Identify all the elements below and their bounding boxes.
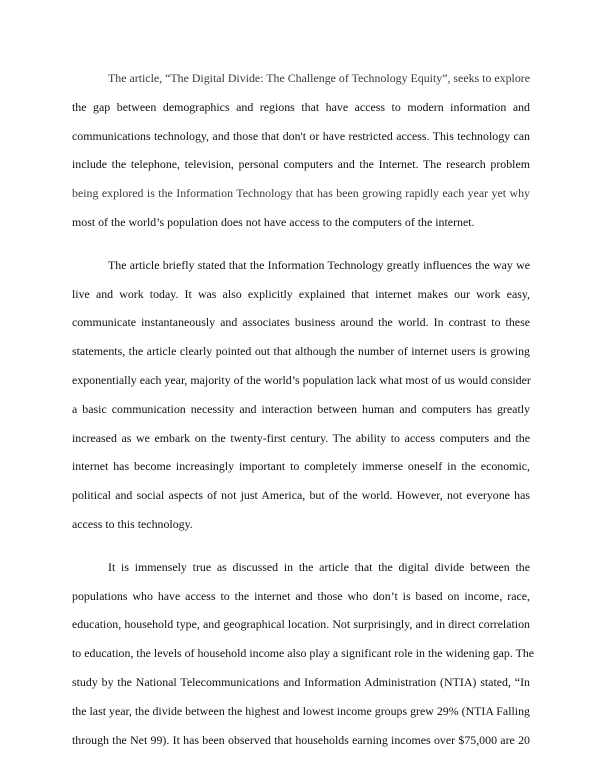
text-line: exponentially each year, majority of the world’s population lack what most of us would consider: [72, 372, 531, 387]
text-line: The article briefly stated that the Information Technology greatly influences the way we: [108, 257, 530, 272]
text-line: being explored is the Information Technology that has been growing rapidly each year yet why: [72, 186, 530, 201]
text-line: statements, the article clearly pointed out that although the number of internet users is growing: [72, 344, 530, 359]
text-line: through the Net 99). It has been observed that households earning incomes over $75,000 are 20: [72, 732, 530, 747]
text-line: communicate instantaneously and associates business around the world. In contrast to these: [72, 315, 530, 330]
text-line: the last year, the divide between the highest and lowest income groups grew 29% (NTIA Falling: [72, 703, 530, 718]
text-line: include the telephone, television, personal computers and the Internet. The research problem: [72, 157, 530, 172]
paragraph-3: [72, 553, 535, 755]
paragraph-2: [72, 251, 530, 539]
text-line: study by the National Telecommunications and Information Administration (NTIA) stated, “In: [72, 674, 530, 689]
text-line: It is immensely true as discussed in the article that the digital divide between the: [108, 559, 530, 574]
text-line: populations who have access to the internet and those who don’t is based on income, race,: [72, 588, 530, 603]
document-page: [72, 64, 535, 754]
text-line: the gap between demographics and regions that have access to modern information and: [72, 99, 530, 114]
text-line: increased as we embark on the twenty-first century. The ability to access computers and the: [72, 430, 530, 445]
text-line: internet has become increasingly important to completely immerse oneself in the economic,: [72, 459, 530, 474]
text-line: to education, the levels of household income also play a significant role in the widening gap. The: [72, 646, 535, 661]
text-line: most of the world’s population does not have access to the computers of the internet.: [72, 214, 475, 229]
text-line: The article, “The Digital Divide: The Challenge of Technology Equity”, seeks to explore: [108, 71, 531, 85]
text-line: live and work today. It was also explicitly explained that internet makes our work easy,: [72, 286, 530, 301]
text-line: a basic communication necessity and interaction between human and computers has greatly: [72, 401, 530, 416]
text-line: communications technology, and those that don't or have restricted access. This technology can: [72, 128, 530, 143]
text-line: access to this technology.: [72, 516, 193, 531]
text-line: education, household type, and geographical location. Not surprisingly, and in direct correlation: [72, 617, 530, 632]
text-line: political and social aspects of not just America, but of the world. However, not everyone has: [72, 488, 530, 503]
paragraph-1: [72, 64, 530, 237]
